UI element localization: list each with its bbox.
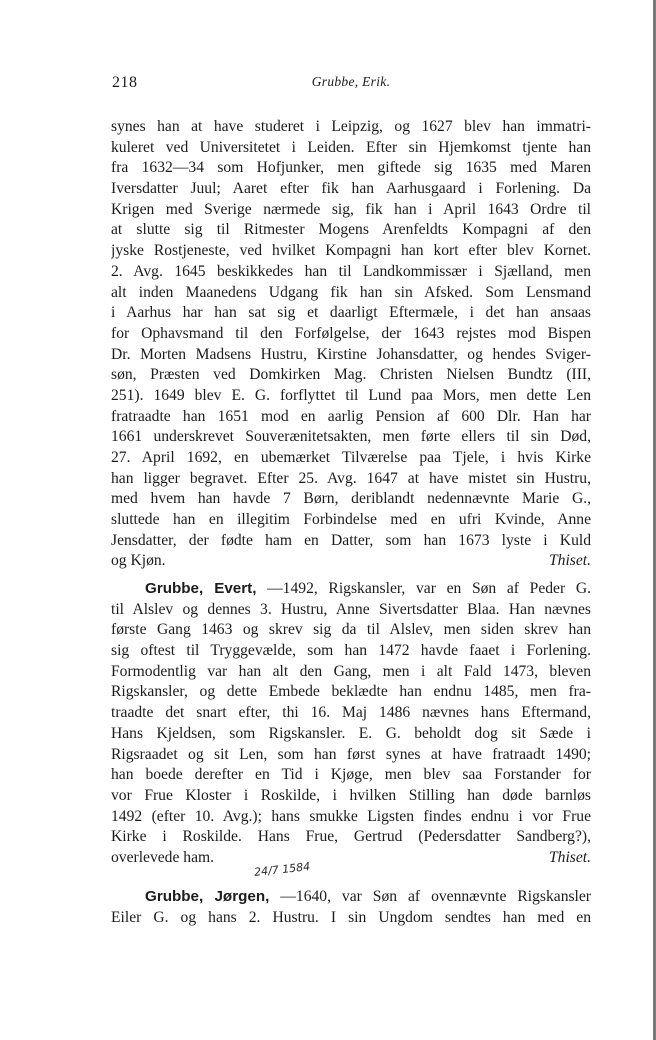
entry-jorgen-text	[111, 887, 591, 928]
author-signature: Thiset.	[548, 552, 591, 570]
text-line-last	[111, 848, 591, 869]
text-line: vor Frue Kloster i Roskilde, i hvilken Stilling han døde barnløs	[111, 786, 591, 804]
text-line: sig oftest til Tryggevælde, som han 1472 havde faaet i Forlening.	[111, 642, 591, 660]
text-line: han ligger begravet. Efter 25. Avg. 1647 at have mistet sin Hustru,	[111, 469, 591, 487]
entry-first-line-text: —1640, var Søn af ovennævnte Rigskansler	[269, 888, 591, 905]
text-line: synes han at have studeret i Leipzig, og 1627 blev han immatri-	[111, 118, 591, 135]
text-line: 2. Avg. 1645 beskikkedes han til Landkommissær i Sjælland, men	[111, 262, 591, 280]
text-line: traadte det snart efter, thi 16. Maj 1486 nævnes hans Eftermand,	[111, 704, 591, 722]
entry-first-line	[111, 579, 591, 600]
text-line: kuleret ved Universitetet i Leiden. Efter sin Hjemkomst tjente han	[111, 138, 591, 156]
text-line: at slutte sig til Ritmester Mogens Arenfeldts Kompagni af den	[111, 221, 591, 239]
text-line-end: og Kjøn.	[111, 552, 166, 570]
text-line: Dr. Morten Madsens Hustru, Kirstine Johansdatter, og hendes Sviger-	[111, 345, 591, 363]
text-line: Jensdatter, der fødte ham en Datter, som han 1673 lyste i Kuld	[111, 531, 591, 549]
text-line: 1661 underskrevet Souverænitetsakten, men førte ellers til sin Død,	[111, 428, 591, 446]
page-header	[112, 74, 590, 96]
text-line: alt inden Maanedens Udgang fik han sin Afsked. Som Lensmand	[111, 283, 591, 301]
text-line: 251). 1649 blev E. G. forflyttet til Lund paa Mors, men dette Len	[111, 386, 591, 404]
entry-evert-text	[111, 579, 591, 869]
text-line: fra 1632—34 som Hofjunker, men giftede sig 1635 med Maren	[111, 159, 591, 177]
text-line: Rigskansler, og dette Embede beklædte han endnu 1485, men fra-	[111, 683, 591, 701]
text-line: Iversdatter Juul; Aaret efter fik han Aarhusgaard i Forlening. Da	[111, 180, 591, 198]
text-line: Formodentlig var han alt den Gang, men i alt Fald 1473, bleven	[111, 662, 591, 680]
author-signature: Thiset.	[548, 848, 591, 866]
text-line-end: overlevede ham.	[111, 848, 215, 866]
text-line: i Aarhus har han sat sig et daarligt Eftermæle, i det han ansaas	[111, 304, 591, 322]
text-line: 1492 (efter 10. Avg.); hans smukke Ligsten findes endnu i vor Frue	[111, 807, 591, 825]
text-line: Rigsraadet og sit Len, som han først synes at have fratraadt 1490;	[111, 745, 591, 763]
text-line: jyske Rostjeneste, ved hvilket Kompagni han kort efter blev Kornet.	[111, 242, 591, 260]
text-line: sluttede han en illegitim Forbindelse med en ufri Kvinde, Anne	[111, 511, 591, 529]
entry-first-line-text: —1492, Rigskansler, var en Søn af Peder G.	[256, 580, 591, 597]
entry-first-line	[111, 887, 591, 908]
text-line: for Ophavsmand til den Forfølgelse, der 1643 rejstes mod Bispen	[111, 324, 591, 342]
text-line-last	[111, 551, 591, 572]
entry-erik-text	[111, 117, 591, 572]
text-line: Eiler G. og hans 2. Hustru. I sin Ungdom sendtes han med en	[111, 908, 591, 926]
entry-headword: Grubbe, Jørgen,	[145, 888, 270, 905]
running-head: Grubbe, Erik.	[311, 74, 391, 89]
text-line: han boede derefter en Tid i Kjøge, men blev saa Forstander for	[111, 766, 591, 784]
text-line: Hans Kjeldsen, som Rigskansler. E. G. beholdt dog sit Sæde i	[111, 724, 591, 742]
page-number: 218	[112, 74, 138, 91]
text-line: med hvem han havde 7 Børn, deriblandt nedennævnte Marie G.,	[111, 490, 591, 508]
text-line: første Gang 1463 og skrev sig da til Alslev, men siden skrev han	[111, 621, 591, 639]
handwritten-annotation: 24/7 1584	[253, 860, 311, 879]
text-line: søn, Præsten ved Domkirken Mag. Christen Nielsen Bundtz (III,	[111, 366, 591, 384]
text-line: Kirke i Roskilde. Hans Frue, Gertrud (Pedersdatter Sandberg?),	[111, 828, 591, 846]
text-line: til Alslev og dennes 3. Hustru, Anne Sivertsdatter Blaa. Han nævnes	[111, 600, 591, 618]
entry-headword: Grubbe, Evert,	[145, 580, 257, 597]
text-line: Krigen med Sverige nærmede sig, fik han i April 1643 Ordre til	[111, 200, 591, 218]
text-line: 27. April 1692, en ubemærket Tilværelse paa Tjele, i hvis Kirke	[111, 449, 591, 466]
text-line: fratraadte han 1651 mod en aarlig Pension af 600 Dlr. Han har	[111, 407, 591, 425]
